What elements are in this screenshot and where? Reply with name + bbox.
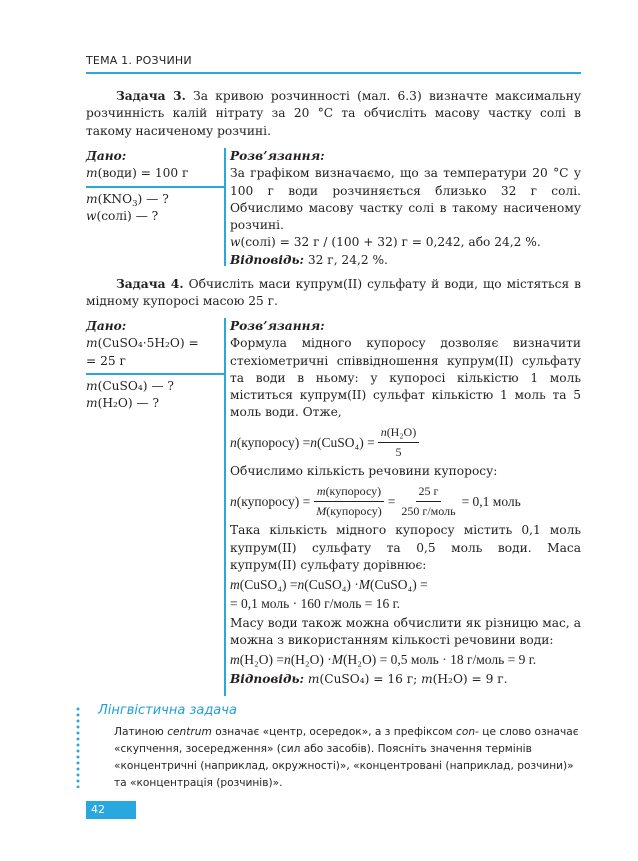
task3-given-3: w(солі) — ?	[86, 208, 159, 223]
task3-calc: w(солі) = 32 г / (100 + 32) г = 0,242, або 24,2 %.	[230, 235, 541, 250]
task3-table	[86, 148, 581, 266]
task4-solution-title: Розв’язання:	[230, 319, 325, 333]
task3-lead: Задача 3.	[116, 89, 186, 103]
task4-p3: Така кількість мідного купоросу містить 0,1 моль купрум(ІІ) сульфату та 0,5 моль води. Маса купрум(ІІ) сульфату дорівнює:	[230, 523, 581, 572]
task4-given	[86, 318, 226, 412]
task3-given-separator	[86, 186, 226, 188]
linguistic-text: Латиною centrum означає «центр, осередок», а з префіксом con- це слово означає «скупчення, зосередження» (сил або засобів). Поясніть значення термінів «концентричні (наприклад, окружності)», «концентровані (наприклад, розчини)» та «концентрація (розчинів)».	[114, 726, 579, 789]
task3-answer: Відповідь: 32 г, 24,2 %.	[230, 252, 388, 267]
task4-solution	[230, 318, 581, 688]
task3-solution-text: За графіком визначаємо, що за температури 20 °С у 100 г води розчиняється близько 32 г солі. Обчислимо масову частку солі в такому насиченому розчині.	[230, 166, 581, 233]
task4-given-1b: = 25 г	[86, 353, 126, 368]
task4-formula-4: m (H₂O) = n (H₂O) · M (H₂O) = 0,5 моль · 18 г/моль = 9 г.	[230, 652, 537, 668]
task4-answer: Відповідь: m(CuSO₄) = 16 г; m(H₂O) = 9 г.	[230, 671, 508, 686]
task4-lead: Задача 4.	[116, 277, 184, 291]
task4-table	[86, 318, 581, 696]
task4-given-title: Дано:	[86, 319, 127, 333]
linguistic-dotted-marker	[76, 706, 80, 788]
page-header: ТЕМА 1. РОЗЧИНИ	[86, 54, 192, 67]
task3-given-title: Дано:	[86, 149, 127, 163]
task4-formula-3-line2: = 0,1 моль · 160 г/моль = 16 г.	[230, 596, 401, 612]
task4-formula-3: m (CuSO₄) = n (CuSO₄) · M (CuSO₄) =	[230, 577, 428, 593]
task4-statement	[86, 276, 581, 311]
header-divider	[86, 72, 581, 74]
linguistic-title: Лінгвістична задача	[98, 703, 237, 718]
task3-given-2: $m(KNO_3)$ — ?	[86, 191, 169, 209]
task3-text: За кривою розчинності (мал. 6.3) визначте максимальну розчинність калій нітрату за 20 °С та обчисліть масову частку солі в такому насиченому розчині.	[86, 89, 581, 138]
task4-given-3: m(H₂O) — ?	[86, 396, 160, 411]
page-number: 42	[86, 801, 136, 819]
task4-formula-1: n (купоросу) = n (CuSO₄) = $\frac{\text{n(H₂O)}}{5}$	[230, 424, 581, 462]
task4-p1: Формула мідного купоросу дозволяє визначити стехіометричні співвідношення купрум(ІІ) сульфату та води в ньому: у купоросі кількістю 1 моль міститься купрум(ІІ) сульфат кількістю 1 моль та 5 моль води. Отже,	[230, 336, 581, 420]
task4-given-1: m(CuSO₄·5H₂O) =	[86, 336, 199, 351]
task3-solution	[230, 148, 581, 269]
task4-text: Обчисліть маси купрум(ІІ) сульфату й води, що містяться в мідному купоросі масою 25 г.	[86, 277, 581, 309]
task4-p4: Масу води також можна обчислити як різницю мас, а можна з використанням кількості речовини води:	[230, 615, 581, 648]
task4-formula-2: n (купоросу) = $\frac{\text{m(купоросу)}}{\text{M(купоросу)}}$ = $\frac{25 г}{\text{250 г/моль}}$ = 0,1 моль	[230, 483, 521, 518]
task3-given-1: m(води) = 100 г	[86, 166, 189, 181]
task3-given	[86, 148, 226, 225]
task3-statement	[86, 88, 581, 140]
task3-solution-title: Розв’язання:	[230, 149, 325, 163]
task4-given-2: m(CuSO₄) — ?	[86, 378, 174, 393]
task4-given-separator	[86, 373, 226, 375]
task4-p2: Обчислимо кількість речовини купоросу:	[230, 464, 498, 479]
